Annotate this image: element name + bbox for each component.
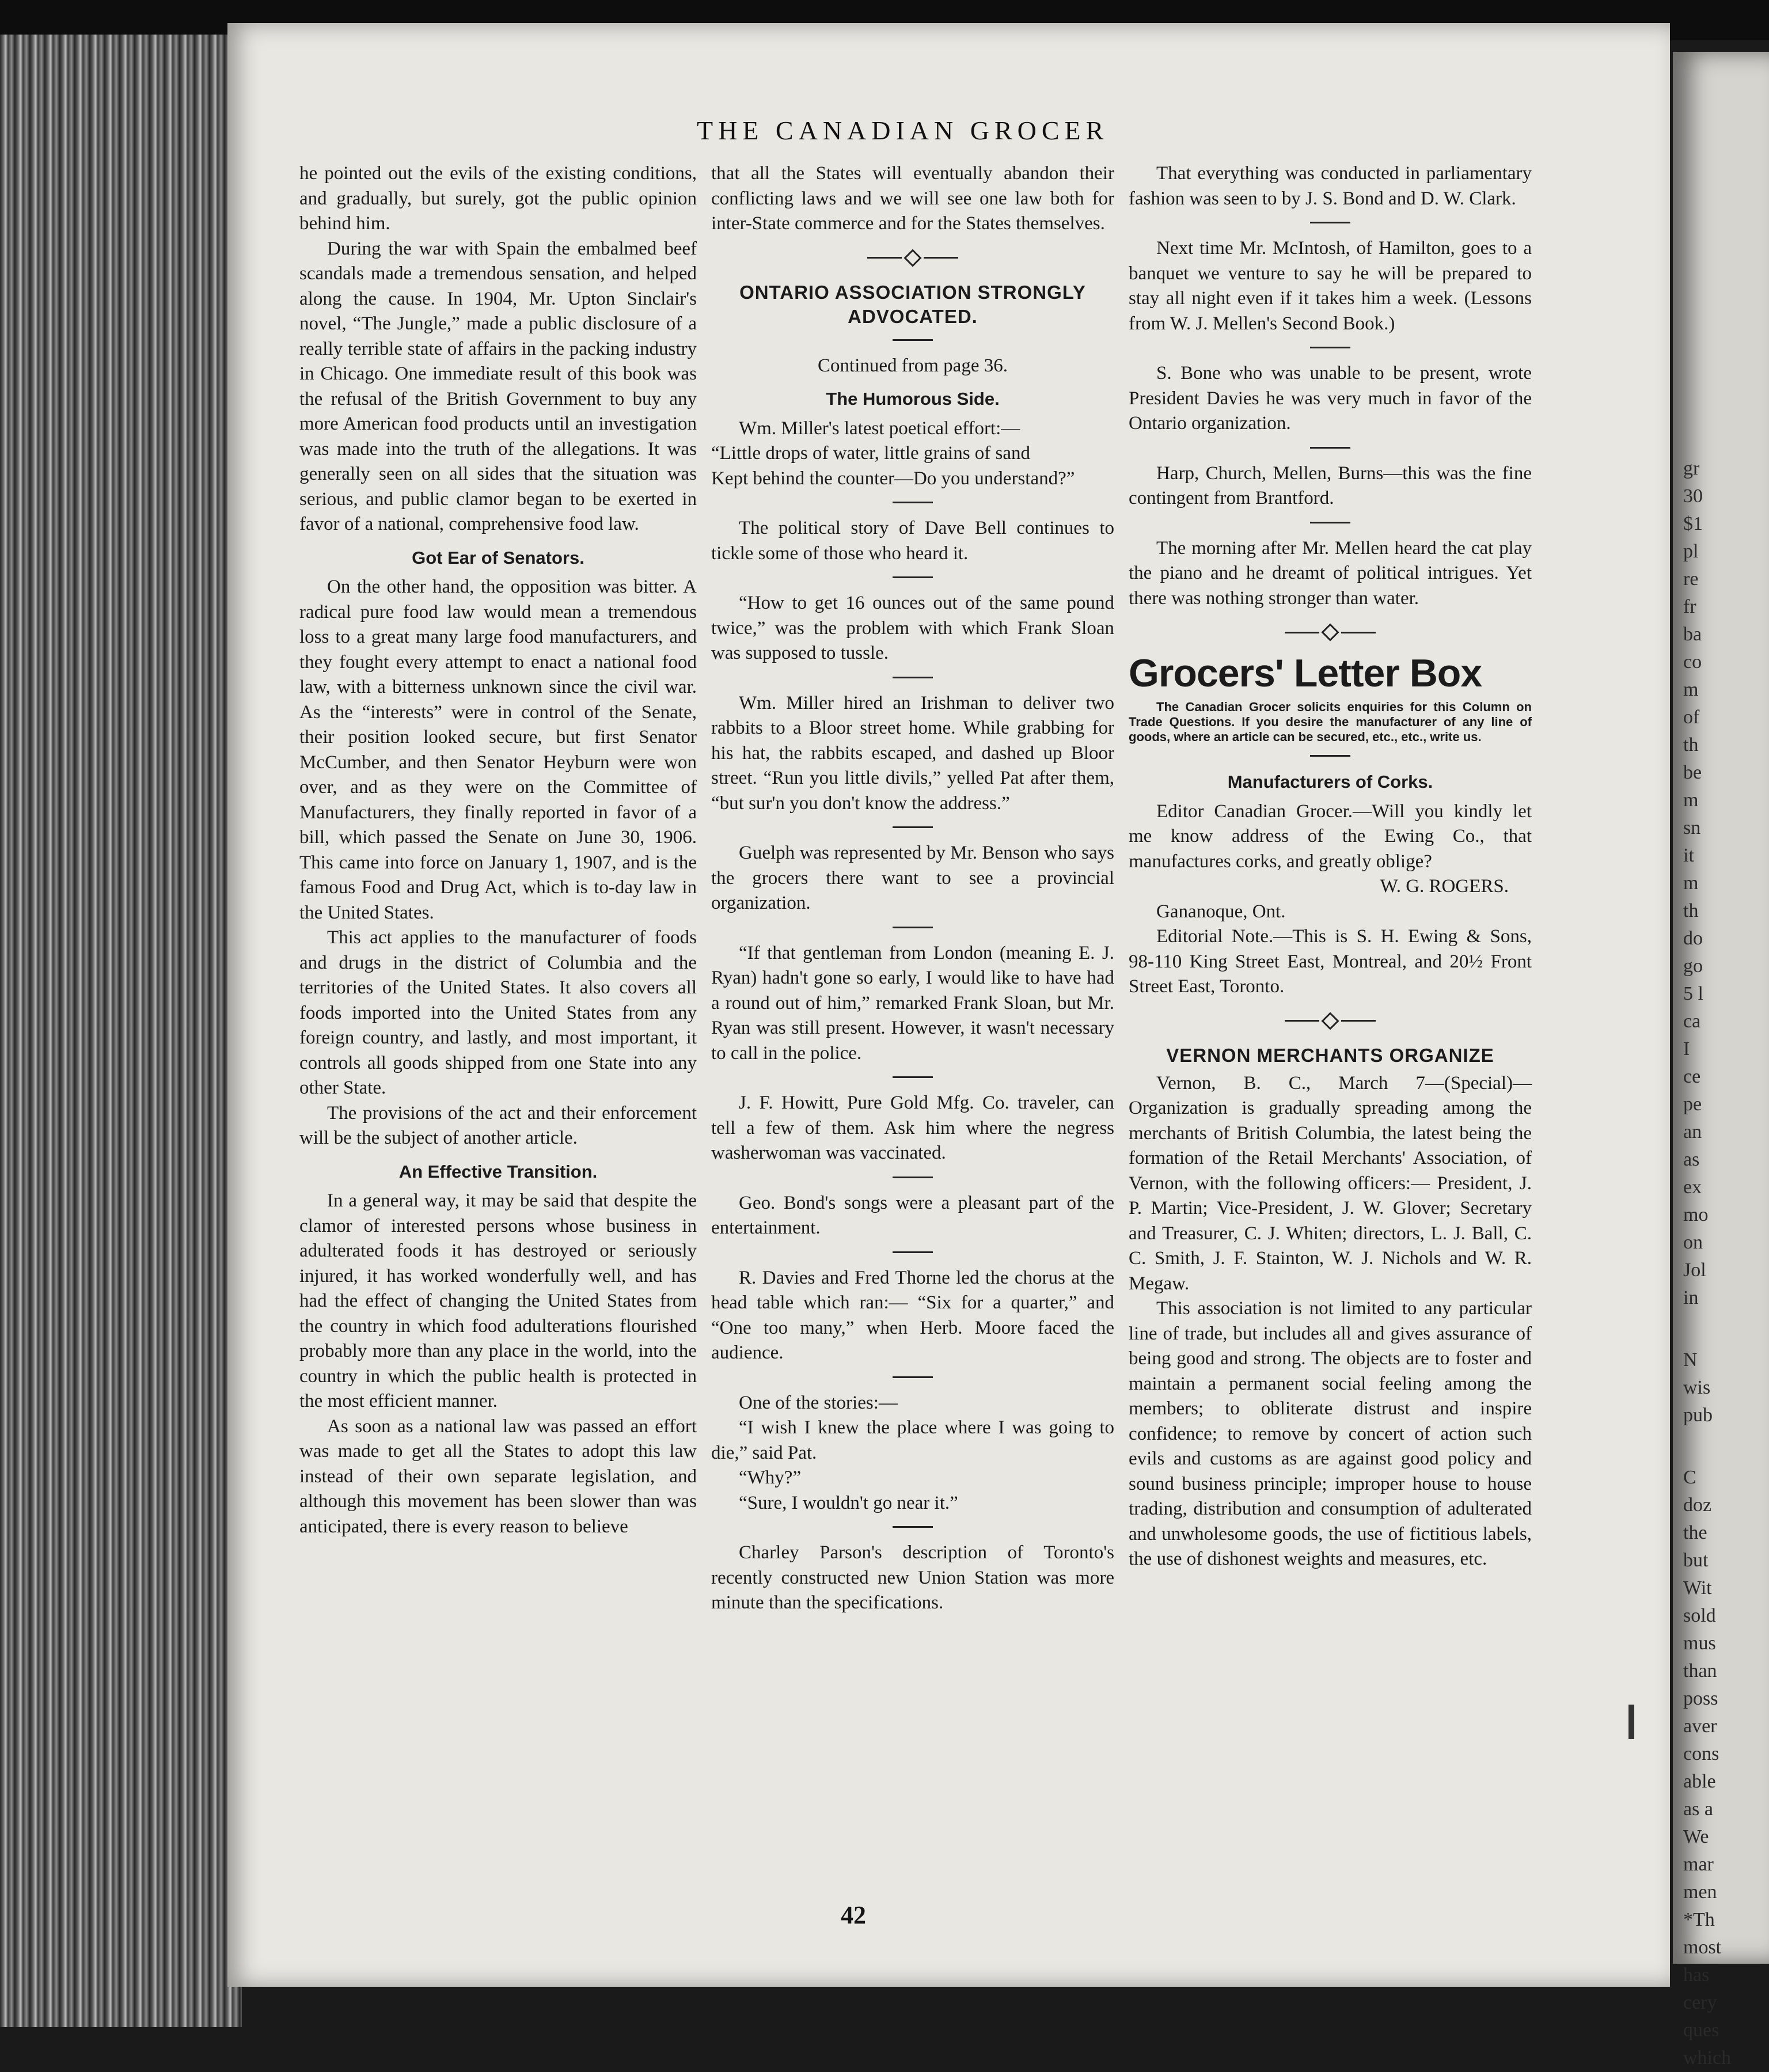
paragraph: The provisions of the act and their enforcement will be the subject of another article.: [299, 1102, 697, 1148]
paragraph: Guelph was represented by Mr. Benson who says the grocers there want to see a provincial organization.: [711, 843, 1114, 913]
next-page-text-fragment: in: [1683, 1287, 1699, 1308]
next-page-text-fragment: mo: [1683, 1204, 1709, 1225]
next-page-text-fragment: re: [1683, 568, 1699, 590]
next-page-text-fragment: ex: [1683, 1177, 1702, 1198]
next-page-text-fragment: ca: [1683, 1011, 1701, 1032]
next-page-text-fragment: sn: [1683, 817, 1701, 838]
paragraph: “How to get 16 ounces out of the same pound twice,” was the problem with which Frank Sloan was supposed to tussle.: [711, 593, 1114, 663]
next-page-text-fragment: go: [1683, 955, 1703, 977]
next-page-text-fragment: We: [1683, 1826, 1709, 1847]
next-page-text-fragment: cery: [1683, 1992, 1717, 2013]
next-page-text-fragment: be: [1683, 762, 1702, 783]
next-page-text-fragment: men: [1683, 1881, 1717, 1903]
next-page-text-fragment: cons: [1683, 1743, 1719, 1764]
paragraph: “I wish I knew the place where I was going to die,” said Pat.: [711, 1417, 1114, 1463]
divider: [893, 1376, 933, 1378]
page-number: 42: [841, 1901, 866, 1929]
paragraph: that all the States will eventually abandon their conflicting laws and we will see one law both for inter-State commerce and for the States themselves.: [711, 163, 1114, 234]
next-page-text-fragment: th: [1683, 734, 1699, 756]
article-headline: VERNON MERCHANTS ORGANIZE: [1166, 1044, 1494, 1066]
paragraph: Next time Mr. McIntosh, of Hamilton, goes to a banquet we venture to say he will be prepared to stay all night even if it takes him a week. (Lessons from W. J. Mellen's Second Book.): [1129, 238, 1532, 334]
next-page-text-fragment: *Th: [1683, 1909, 1715, 1930]
next-page-text-fragment: pub: [1683, 1405, 1713, 1426]
letter-box-title: Grocers' Letter Box: [1129, 651, 1482, 695]
ornament-divider: [711, 252, 1114, 264]
paragraph: he pointed out the evils of the existing conditions, and gradually, but surely, got the public opinion behind him.: [299, 163, 697, 234]
divider: [1310, 347, 1350, 348]
next-page-text-fragment: fr: [1683, 596, 1696, 617]
letter-box-note: The Canadian Grocer solicits enquiries for this Column on Trade Questions. If you desire the manufacturer of any line of goods, where an article can be secured, etc., etc., write us.: [1129, 700, 1532, 744]
divider: [893, 1177, 933, 1178]
column-2: [711, 161, 1114, 1616]
next-page-text-fragment: pe: [1683, 1094, 1702, 1115]
paragraph: Wm. Miller's latest poetical effort:—: [739, 418, 1020, 439]
next-page-text-fragment: Wit: [1683, 1577, 1712, 1599]
next-page-edge: [1673, 52, 1769, 2069]
paragraph: Vernon, B. C., March 7—(Special)— Organization is gradually spreading among the merchants of British Columbia, the latest being the formation of the Retail Merchants' Association, of Vernon, with the following officers:— President, J. P. Martin; Vice-President, J. W. Glover; Secretary and Treasurer, C. J. Whiten; directors, L. J. Ball, C. C. Smith, J. F. Stainton, W. J. Nichols and W. R. Megaw.: [1129, 1072, 1532, 1294]
paragraph: One of the stories:—: [739, 1392, 898, 1413]
next-page-text-fragment: I: [1683, 1038, 1690, 1060]
subheading: An Effective Transition.: [398, 1161, 598, 1182]
letter-place: Gananoque, Ont.: [1156, 901, 1286, 922]
next-page-text-fragment: ce: [1683, 1066, 1701, 1087]
book-page-edges: [0, 35, 242, 2027]
divider: [1310, 222, 1350, 223]
next-page-text-fragment: as: [1683, 1149, 1700, 1170]
next-page-text-fragment: N: [1683, 1349, 1698, 1371]
paragraph: As soon as a national law was passed an effort was made to get all the States to adopt this law instead of their own separate legislation, and although this movement has been slower than was anticipated, there is every reason to believe: [299, 1416, 697, 1537]
paragraph: S. Bone who was unable to be present, wrote President Davies he was very much in favor of the Ontario organization.: [1129, 363, 1532, 434]
next-page-text-fragment: as a: [1683, 1798, 1713, 1820]
next-page-text-fragment: do: [1683, 928, 1703, 949]
next-page-text-fragment: able: [1683, 1771, 1716, 1792]
ornament-divider: [1129, 1015, 1532, 1027]
subheading: Got Ear of Senators.: [412, 547, 584, 568]
verse-line: “Little drops of water, little grains of sand: [711, 443, 1031, 464]
paragraph: Editorial Note.—This is S. H. Ewing & Sons, 98-110 King Street East, Montreal, and 20½ Front Street East, Toronto.: [1129, 926, 1532, 997]
next-page-text-fragment: mus: [1683, 1633, 1716, 1654]
paragraph: Harp, Church, Mellen, Burns—this was the fine contingent from Brantford.: [1129, 462, 1532, 508]
subheading: Manufacturers of Corks.: [1227, 772, 1433, 792]
divider: [1310, 522, 1350, 523]
ornament-divider: [1129, 626, 1532, 639]
next-page-text-fragment: ba: [1683, 624, 1702, 645]
paragraph: Editor Canadian Grocer.—Will you kindly let me know address of the Ewing Co., that manufactures corks, and greatly oblige?: [1129, 800, 1532, 872]
divider: [893, 1526, 933, 1528]
divider: [893, 927, 933, 928]
paragraph: The political story of Dave Bell continues to tickle some of those who heard it.: [711, 518, 1114, 564]
next-page-text-fragment: which: [1683, 2047, 1732, 2069]
next-page-text-fragment: co: [1683, 651, 1702, 673]
binding-mark: [1628, 1705, 1634, 1739]
column-3: [1129, 161, 1532, 1572]
divider: [1310, 755, 1350, 757]
letter-signature: W. G. ROGERS.: [1380, 876, 1509, 897]
divider: [893, 576, 933, 578]
verse-line: Kept behind the counter—Do you understand?”: [711, 468, 1075, 489]
divider: [893, 1076, 933, 1078]
next-page-text-fragment: pl: [1683, 541, 1699, 562]
next-page-text-fragment: 5 l: [1683, 983, 1703, 1004]
continued-note: Continued from page 36.: [818, 355, 1008, 376]
masthead: THE CANADIAN GROCER: [697, 116, 1109, 145]
paragraph: This association is not limited to any particular line of trade, but includes all and gives assurance of being good and strong. The objects are to foster and maintain a permanent social feeling among the members; to obliterate distrust and inspire confidence; to remove by concert of action such evils and customs as are against good policy and sound business principle; improper house to house trading, distribution and consumption of adulterated and unwholesome goods, the use of fictitious labels, the use of dishonest weights and measures, etc.: [1129, 1298, 1532, 1569]
next-page-text-fragment: poss: [1683, 1688, 1718, 1709]
next-page-text-fragment: aver: [1683, 1716, 1717, 1737]
divider: [893, 677, 933, 678]
divider: [893, 1251, 933, 1253]
next-page-text-fragment: 30: [1683, 485, 1703, 507]
next-page-text-fragment: of: [1683, 707, 1700, 728]
paragraph: In a general way, it may be said that despite the clamor of interested persons whose business in adulterated foods it has destroyed or seriously injured, it has worked wonderfully well, and has had the effect of changing the United States from the country in which food adulterations flourished probably more than any place in the world, into the country in which the public health is protected in the most efficient manner.: [299, 1190, 697, 1411]
paragraph: “Sure, I wouldn't go near it.”: [739, 1492, 958, 1513]
next-page-text-fragment: gr: [1683, 458, 1700, 479]
next-page-text-fragment: has: [1683, 1964, 1710, 1986]
paragraph: During the war with Spain the embalmed beef scandals made a tremendous sensation, and helped along the cause. In 1904, Mr. Upton Sinclair's novel, “The Jungle,” made a public disclosure of a really terrible state of affairs in the packing industry in Chicago. One immediate result of this book was the refusal of the British Government to buy any more American food products until an investigation was made into the truth of the allegations. It was generally seen on all sides that the situation was serious, and public clamor began to be exerted in favor of a national, comprehensive food law.: [299, 238, 697, 534]
paragraph: Geo. Bond's songs were a pleasant part of the entertainment.: [711, 1192, 1114, 1238]
next-page-text-fragment: most: [1683, 1937, 1722, 1958]
paragraph: On the other hand, the opposition was bitter. A radical pure food law would mean a tremendous loss to a great many large food manufacturers, and they fought every attempt to enact a national food law, with a bitterness unknown since the civil war. As the “interests” were in control of the Senate, their position looked secure, but first Senator McCumber, and then Senator Heyburn were won over, and as they were on the Committee of Manufacturers, they finally reported in favor of a bill, which passed the Senate on June 30, 1906. This came into force on January 1, 1907, and is the famous Food and Drug Act, which is to-day law in the United States.: [299, 576, 697, 923]
divider: [893, 502, 933, 503]
next-page-text-fragment: ques: [1683, 2020, 1719, 2041]
next-page-text-fragment: m: [1683, 790, 1699, 811]
subheading: The Humorous Side.: [826, 389, 1000, 409]
next-page-text-fragment: $1: [1683, 513, 1703, 534]
next-page-text-fragment: C: [1683, 1467, 1696, 1488]
next-page-text-fragment: m: [1683, 872, 1699, 894]
next-page-text-fragment: th: [1683, 900, 1699, 921]
column-1: [299, 161, 697, 1539]
next-page-text-fragment: than: [1683, 1660, 1717, 1682]
paragraph: J. F. Howitt, Pure Gold Mfg. Co. traveler, can tell a few of them. Ask him where the negress washerwoman was vaccinated.: [711, 1092, 1114, 1163]
divider: [893, 339, 933, 341]
next-page-text-fragment: doz: [1683, 1494, 1712, 1516]
paragraph: The morning after Mr. Mellen heard the cat play the piano and he dreamt of political intrigues. Yet there was nothing stronger than water.: [1129, 537, 1532, 609]
next-page-text-fragment: sold: [1683, 1605, 1716, 1626]
next-page-text-fragment: Jol: [1683, 1259, 1706, 1281]
next-page-text-fragment: it: [1683, 845, 1694, 866]
paragraph: That everything was conducted in parliamentary fashion was seen to by J. S. Bond and D. W. Clark.: [1129, 163, 1532, 209]
next-page-text-fragment: but: [1683, 1550, 1709, 1571]
divider: [1310, 447, 1350, 449]
next-page-text-fragment: on: [1683, 1232, 1703, 1253]
article-headline: ONTARIO ASSOCIATION STRONGLY ADVOCATED.: [739, 281, 1086, 327]
paragraph: This act applies to the manufacturer of foods and drugs in the district of Columbia and the territories of the United States. It also covers all foods imported into the United States from any foreign country, and lastly, and most important, it controls all goods shipped from one State into any other State.: [299, 927, 697, 1098]
next-page-text-fragment: an: [1683, 1121, 1702, 1143]
paragraph: “Why?”: [739, 1467, 802, 1488]
next-page-text-fragment: mar: [1683, 1854, 1714, 1875]
next-page-text-fragment: wis: [1683, 1377, 1711, 1398]
next-page-text-fragment: the: [1683, 1522, 1707, 1543]
paragraph: Charley Parson's description of Toronto's recently constructed new Union Station was more minute than the specifications.: [711, 1542, 1114, 1613]
divider: [893, 826, 933, 828]
paragraph: Wm. Miller hired an Irishman to deliver two rabbits to a Bloor street home. While grabbing for his hat, the rabbits escaped, and dashed up Bloor street. “Run you little divils,” yelled Pat after them, “but sur'n you don't know the address.”: [711, 692, 1114, 814]
paragraph: “If that gentleman from London (meaning E. J. Ryan) hadn't gone so early, I would like to have had a round out of him,” remarked Frank Sloan, but Mr. Ryan was still present. However, it wasn't necessary to call in the police.: [711, 942, 1114, 1064]
paragraph: R. Davies and Fred Thorne led the chorus at the head table which ran:— “Six for a quarter,” and “One too many,” when Herb. Moore faced the audience.: [711, 1267, 1114, 1363]
next-page-text-fragment: m: [1683, 679, 1699, 700]
